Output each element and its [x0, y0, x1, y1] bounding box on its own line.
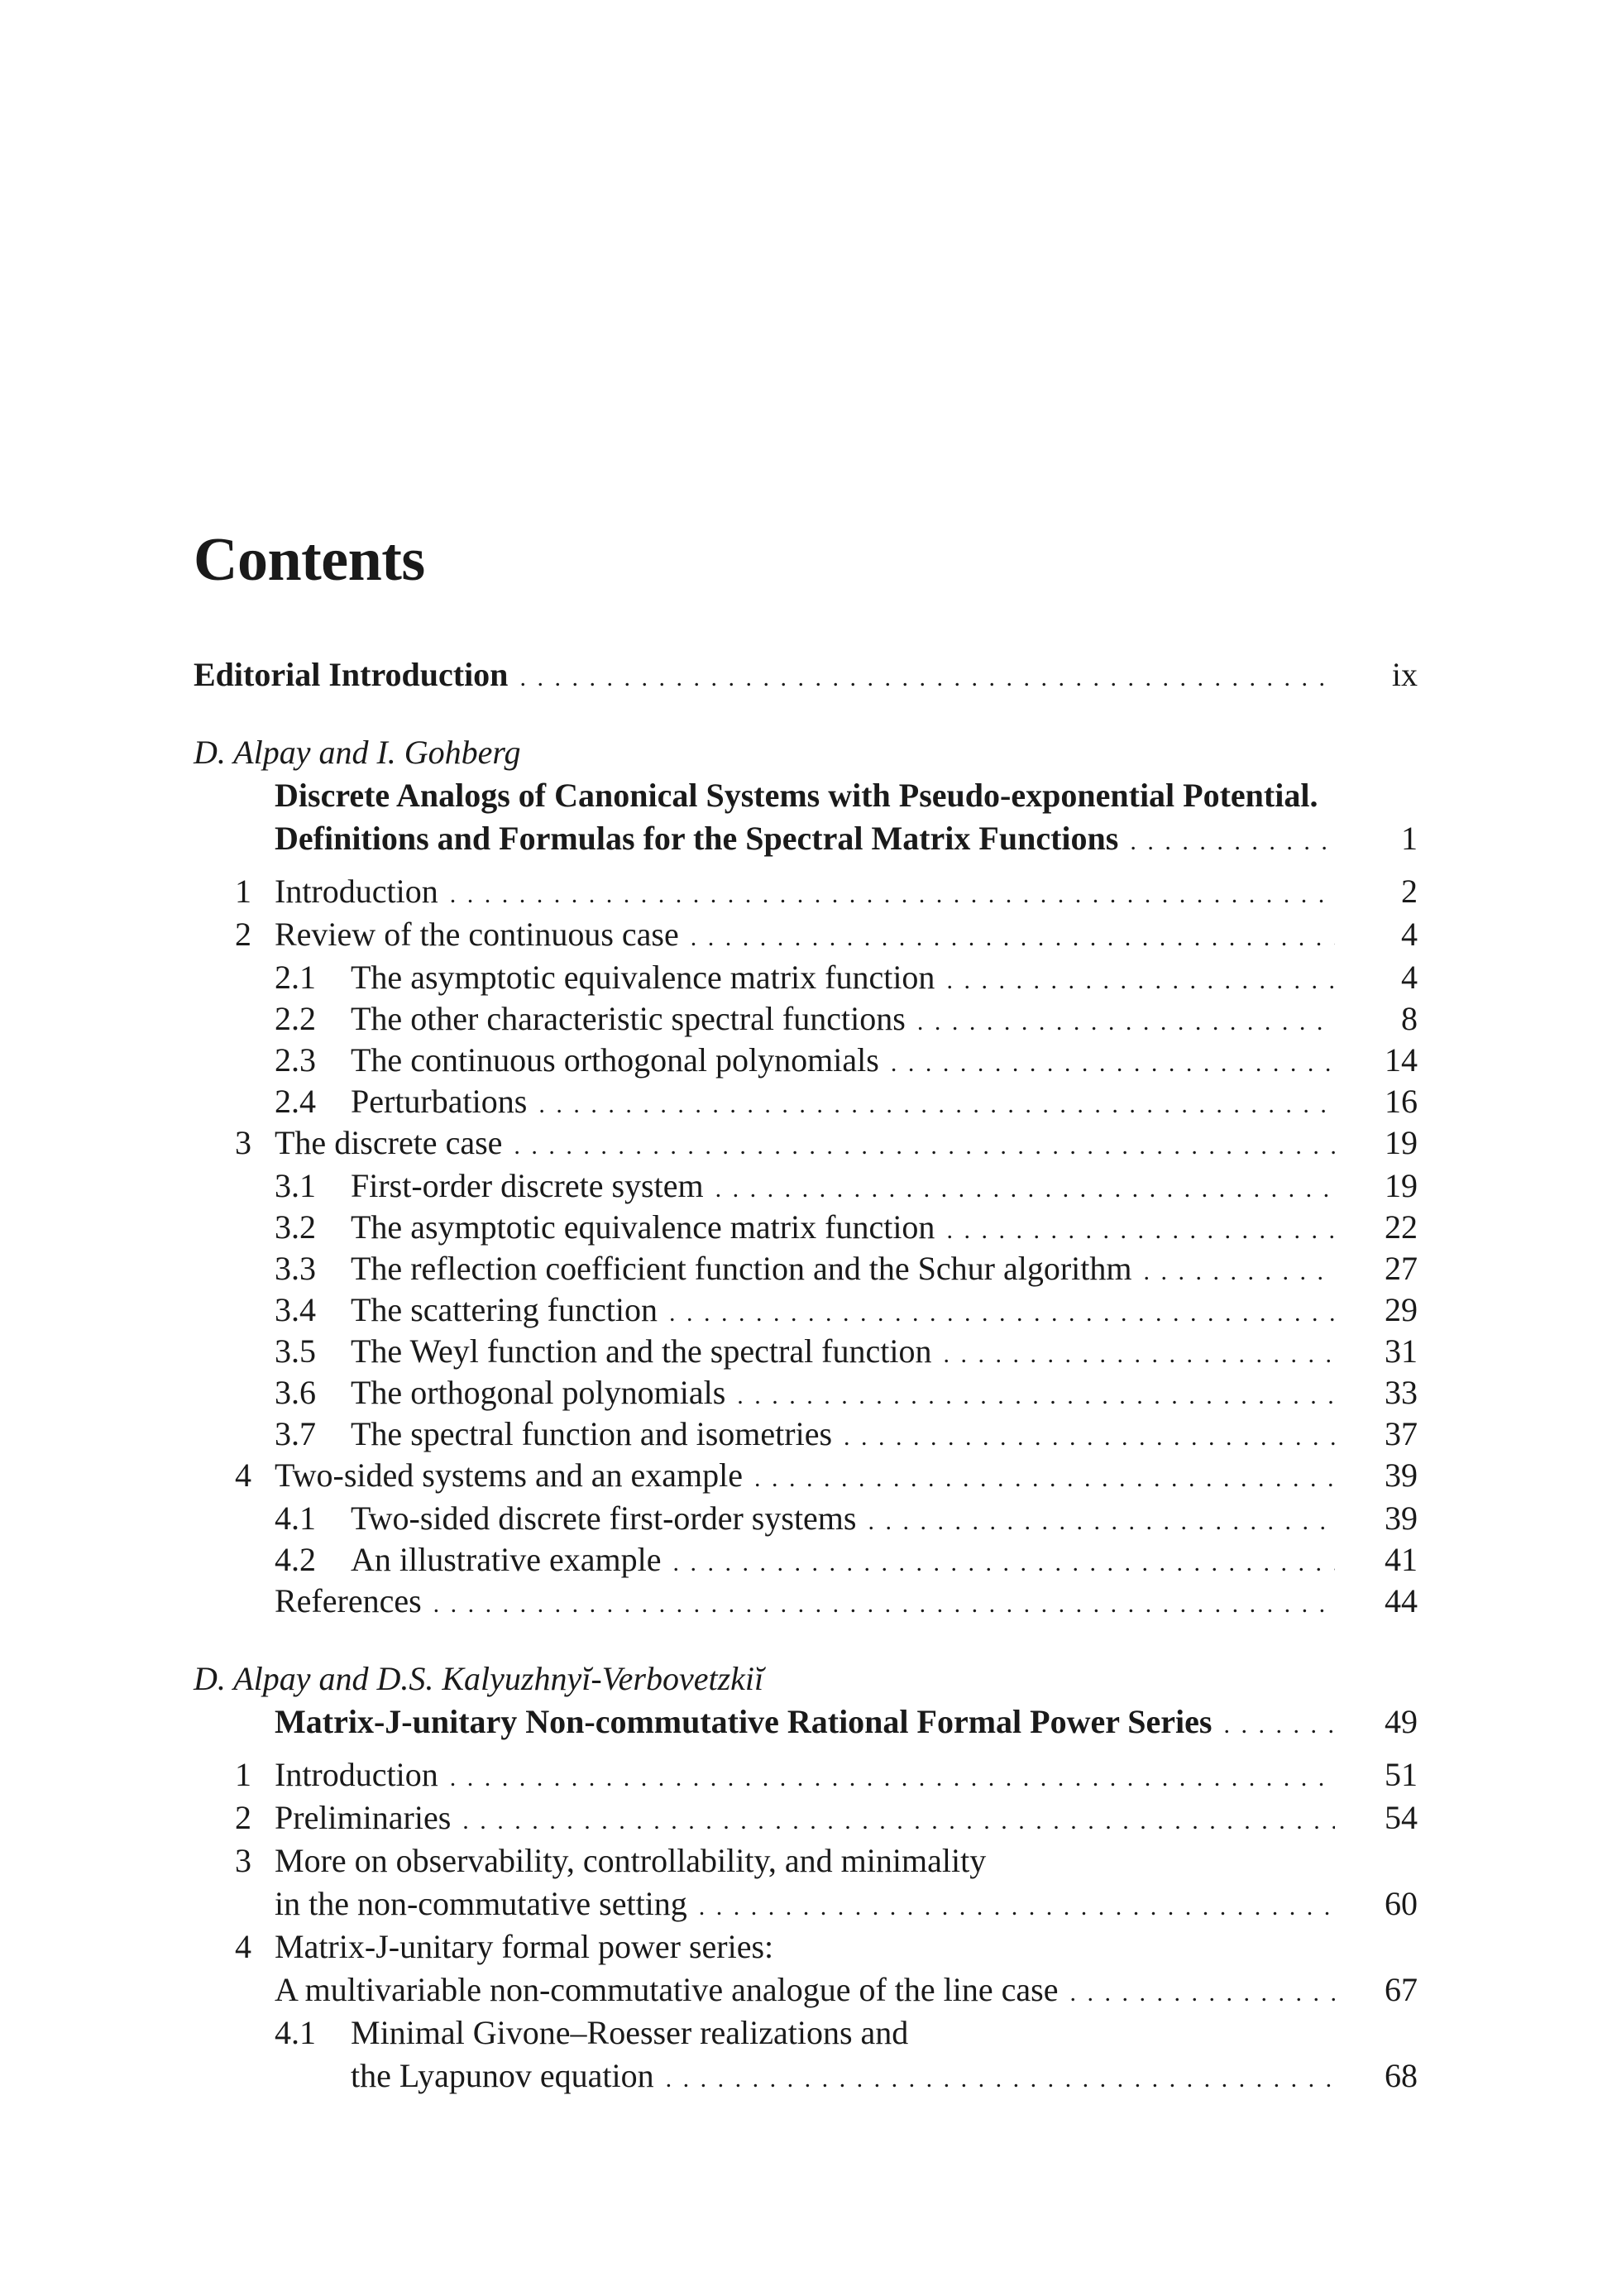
- toc-entry[interactable]: [194, 1839, 1418, 1882]
- section-number: 3.2: [275, 1208, 316, 1246]
- toc-page-number: 8: [1401, 1000, 1418, 1037]
- section-number: 2: [235, 1799, 251, 1836]
- toc-entry[interactable]: [194, 1247, 1418, 1289]
- chapter-title-line[interactable]: [194, 774, 1418, 817]
- chapter-entries: [194, 870, 1418, 1623]
- dot-leader: [946, 1209, 1335, 1252]
- dot-leader: [737, 1375, 1335, 1418]
- section-number: 2.1: [275, 959, 316, 996]
- dot-leader: [691, 916, 1335, 959]
- chapter-authors: [194, 731, 1418, 774]
- toc-entry-label: Two-sided systems and an example: [275, 1457, 743, 1494]
- toc-page-number: 44: [1385, 1582, 1418, 1619]
- author-names: D. Alpay and I. Gohberg: [194, 734, 521, 771]
- toc-entry-label: The orthogonal polynomials: [351, 1374, 726, 1411]
- chapter-title-line[interactable]: [194, 817, 1418, 860]
- toc-page-number: 22: [1385, 1208, 1418, 1246]
- toc-entry[interactable]: [194, 997, 1418, 1039]
- toc-page-number: 60: [1385, 1885, 1418, 1922]
- section-number: 4.2: [275, 1541, 316, 1578]
- toc-entry-label: The asymptotic equivalence matrix function: [351, 959, 935, 996]
- toc-entry-label: More on observability, controllability, and minimality: [275, 1842, 987, 1879]
- dot-leader: [1069, 1972, 1335, 2015]
- toc-entry[interactable]: [194, 1122, 1418, 1165]
- dot-leader: [754, 1457, 1335, 1500]
- dot-leader: [943, 1333, 1335, 1376]
- toc-page-number: 14: [1385, 1041, 1418, 1079]
- dot-leader: [917, 1001, 1335, 1044]
- toc-entry-label: The spectral function and isometries: [351, 1415, 833, 1452]
- toc-entry-label: The continuous orthogonal polynomials: [351, 1041, 879, 1079]
- section-number: 4: [235, 1928, 251, 1965]
- toc-entry-label: in the non-commutative setting: [275, 1885, 687, 1922]
- dot-leader: [538, 1083, 1335, 1126]
- toc-entry-label: Perturbations: [351, 1083, 528, 1120]
- toc-page-number: 51: [1385, 1756, 1418, 1793]
- section-number: 3.1: [275, 1167, 316, 1204]
- toc-entry[interactable]: [194, 1454, 1418, 1497]
- dot-leader: [450, 1757, 1335, 1800]
- toc-entry-continuation[interactable]: [194, 1968, 1418, 2011]
- toc-entry[interactable]: [194, 1206, 1418, 1247]
- dot-leader: [514, 1125, 1335, 1168]
- toc-entry-continuation[interactable]: [194, 1882, 1418, 1925]
- chapter-title: Discrete Analogs of Canonical Systems with Pseudo-exponential Potential.: [275, 777, 1318, 814]
- toc-entry[interactable]: [194, 1330, 1418, 1371]
- toc-entry-label: Review of the continuous case: [275, 916, 679, 953]
- dot-leader: [1130, 820, 1335, 863]
- toc-page-number: 33: [1385, 1374, 1418, 1411]
- dot-leader: [450, 873, 1335, 916]
- toc-entry-label: Minimal Givone–Roesser realizations and: [351, 2014, 909, 2051]
- toc-entry-label: Editorial Introduction: [194, 656, 509, 693]
- section-number: 3.7: [275, 1415, 316, 1452]
- toc-page-number: 29: [1385, 1291, 1418, 1328]
- toc-entry-label: The other characteristic spectral functions: [351, 1000, 906, 1037]
- toc-entry-label: Matrix-J-unitary formal power series:: [275, 1928, 774, 1965]
- toc-page-number: 39: [1385, 1457, 1418, 1494]
- toc-entry[interactable]: [194, 870, 1418, 913]
- section-number: 4.1: [275, 1500, 316, 1537]
- dot-leader: [519, 657, 1335, 700]
- author-names: D. Alpay and D.S. Kalyuzhnyĭ-Verbovetzkiĭ: [194, 1660, 764, 1697]
- section-number: 2.3: [275, 1041, 316, 1079]
- toc-page-number: 4: [1401, 916, 1418, 953]
- toc-page-number: 2: [1401, 873, 1418, 910]
- chapter-title-line[interactable]: [194, 1700, 1418, 1744]
- toc-page-number: 27: [1385, 1250, 1418, 1287]
- toc-page-number: 39: [1385, 1500, 1418, 1537]
- section-number: 3: [235, 1124, 251, 1161]
- toc-entry-label: Introduction: [275, 1756, 438, 1793]
- toc-entry-label: A multivariable non-commutative analogue of the line case: [275, 1971, 1059, 2008]
- toc-page-number: 4: [1401, 959, 1418, 996]
- toc-entry-label: The Weyl function and the spectral function: [351, 1332, 932, 1370]
- toc-page-number: 1: [1401, 820, 1418, 857]
- section-number: 3: [235, 1842, 251, 1879]
- toc-entry[interactable]: [194, 1039, 1418, 1080]
- dot-leader: [844, 1416, 1335, 1459]
- toc-page-number: 41: [1385, 1541, 1418, 1578]
- toc-entry-editorial[interactable]: [194, 653, 1418, 696]
- toc-entry[interactable]: [194, 1796, 1418, 1839]
- toc-page-number: 37: [1385, 1415, 1418, 1452]
- toc-entry-label: The discrete case: [275, 1124, 503, 1161]
- toc-entry-label: An illustrative example: [351, 1541, 662, 1578]
- section-number: 3.5: [275, 1332, 316, 1370]
- toc-entry[interactable]: [194, 1925, 1418, 1968]
- chapter-authors: [194, 1657, 1418, 1700]
- section-number: 3.6: [275, 1374, 316, 1411]
- dot-leader: [1143, 1251, 1335, 1294]
- dot-leader: [699, 1886, 1335, 1929]
- dot-leader: [715, 1168, 1335, 1211]
- dot-leader: [462, 1800, 1335, 1843]
- toc-page-number: 54: [1385, 1799, 1418, 1836]
- chapter-title: Definitions and Formulas for the Spectral Matrix Functions: [275, 820, 1119, 857]
- toc-page-number: 67: [1385, 1971, 1418, 2008]
- toc-entry[interactable]: [194, 1165, 1418, 1206]
- toc-entry[interactable]: [194, 2011, 1418, 2054]
- toc-page-number: 68: [1385, 2057, 1418, 2094]
- toc-page-number: 49: [1385, 1703, 1418, 1740]
- dot-leader: [891, 1042, 1335, 1085]
- section-number: 3.3: [275, 1250, 316, 1287]
- toc-entry[interactable]: [194, 1538, 1418, 1580]
- toc-entry-label: First-order discrete system: [351, 1167, 704, 1204]
- toc-entry[interactable]: [194, 1413, 1418, 1454]
- toc-entry-label: the Lyapunov equation: [351, 2057, 654, 2094]
- section-number: 3.4: [275, 1291, 316, 1328]
- toc-entry[interactable]: [194, 956, 1418, 997]
- toc-page-number: ix: [1391, 656, 1418, 693]
- toc-entry-label: Two-sided discrete first-order systems: [351, 1500, 857, 1537]
- chapter-title: Matrix-J-unitary Non-commutative Rational Formal Power Series: [275, 1703, 1213, 1740]
- toc-page-number: 19: [1385, 1124, 1418, 1161]
- dot-leader: [672, 1542, 1335, 1585]
- section-number: 2.4: [275, 1083, 316, 1120]
- toc-entry-label: The scattering function: [351, 1291, 658, 1328]
- dot-leader: [1223, 1704, 1335, 1747]
- dot-leader: [666, 2058, 1335, 2101]
- section-number: 1: [235, 873, 251, 910]
- dot-leader: [946, 959, 1335, 1002]
- toc-entry-label: Preliminaries: [275, 1799, 452, 1836]
- toc-page-number: 16: [1385, 1083, 1418, 1120]
- section-number: 4: [235, 1457, 251, 1494]
- table-of-contents: [194, 653, 1418, 2097]
- toc-page-number: 19: [1385, 1167, 1418, 1204]
- section-number: 1: [235, 1756, 251, 1793]
- toc-entry[interactable]: [194, 1371, 1418, 1413]
- toc-page-number: 31: [1385, 1332, 1418, 1370]
- dot-leader: [433, 1583, 1335, 1626]
- section-number: 2.2: [275, 1000, 316, 1037]
- toc-entry[interactable]: [194, 1289, 1418, 1330]
- section-number: 4.1: [275, 2014, 316, 2051]
- toc-entry-label: The reflection coefficient function and the Schur algorithm: [351, 1250, 1132, 1287]
- toc-entry[interactable]: [194, 1497, 1418, 1538]
- dot-leader: [868, 1500, 1335, 1543]
- toc-entry[interactable]: [194, 1080, 1418, 1122]
- toc-entry[interactable]: [194, 1753, 1418, 1796]
- dot-leader: [669, 1292, 1335, 1335]
- section-number: 2: [235, 916, 251, 953]
- toc-entry-label: Introduction: [275, 873, 438, 910]
- toc-entry[interactable]: [194, 913, 1418, 956]
- toc-entry-label: The asymptotic equivalence matrix function: [351, 1208, 935, 1246]
- toc-entry[interactable]: [194, 1580, 1418, 1623]
- page-title: Contents: [194, 526, 425, 594]
- toc-entry-continuation[interactable]: [194, 2054, 1418, 2097]
- toc-entry-label: References: [275, 1582, 422, 1619]
